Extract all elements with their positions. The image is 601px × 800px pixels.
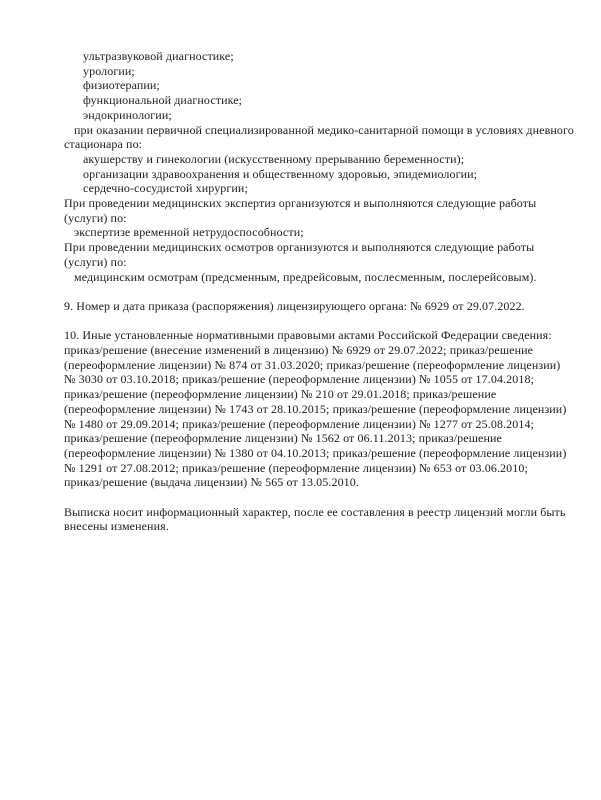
document-body xyxy=(64,49,574,534)
document-line: (услуги) по: xyxy=(64,254,127,269)
document-line: приказ/решение (переоформление лицензии) № 1562 от 06.11.2013; приказ/решение xyxy=(64,431,502,446)
document-line: урологии; xyxy=(83,63,135,78)
document-line: сердечно-сосудистой хирургии; xyxy=(83,181,248,196)
document-line: акушерству и гинекологии (искусственному прерыванию беременности); xyxy=(83,151,465,166)
document-line: приказ/решение (внесение изменений в лицензию) № 6929 от 29.07.2022; приказ/решение xyxy=(64,343,534,358)
document-line: (услуги) по: xyxy=(64,210,127,225)
document-line: экспертизе временной нетрудоспособности; xyxy=(74,225,304,240)
document-line: № 1480 от 29.09.2014; приказ/решение (переоформление лицензии) № 1277 от 25.08.2014; xyxy=(64,416,534,431)
document-line: Выписка носит информационный характер, после ее составления в реестр лицензий могли быть xyxy=(64,504,566,519)
document-line: функциональной диагностике; xyxy=(83,93,243,108)
document-line xyxy=(64,314,564,329)
document-line: 9. Номер и дата приказа (распоряжения) лицензирующего органа: № 6929 от 29.07.2022. xyxy=(64,298,525,313)
document-line: приказ/решение (переоформление лицензии) № 210 от 29.01.2018; приказ/решение xyxy=(64,387,497,402)
document-line: (переоформление лицензии) № 874 от 31.03.2020; приказ/решение (переоформление лицензии) xyxy=(64,357,561,372)
document-line: (переоформление лицензии) № 1743 от 28.10.2015; приказ/решение (переоформление лицензии) xyxy=(64,401,567,416)
document-line: медицинским осмотрам (предсменным, предрейсовым, послесменным, послерейсовым). xyxy=(74,269,537,284)
document-line: при оказании первичной специализированной медико-санитарной помощи в условиях дневного xyxy=(74,122,574,137)
document-line: организации здравоохранения и общественному здоровью, эпидемиологии; xyxy=(83,166,478,181)
document-line: приказ/решение (выдача лицензии) № 565 от 13.05.2010. xyxy=(64,475,359,490)
document-line: 10. Иные установленные нормативными правовыми актами Российской Федерации сведения: xyxy=(64,328,552,343)
document-line: ультразвуковой диагностике; xyxy=(83,49,234,63)
document-line: физиотерапии; xyxy=(83,78,160,93)
document-line: При проведении медицинских экспертиз организуются и выполняются следующие работы xyxy=(64,196,537,211)
document-line: (переоформление лицензии) № 1380 от 04.10.2013; приказ/решение (переоформление лицензии) xyxy=(64,445,567,460)
document-line: внесены изменения. xyxy=(64,519,169,534)
document-line: эндокринологии; xyxy=(83,107,172,122)
document-line: № 3030 от 03.10.2018; приказ/решение (переоформление лицензии) № 1055 от 17.04.2018; xyxy=(64,372,534,387)
document-line: стационара по: xyxy=(64,137,143,152)
document-line xyxy=(64,490,564,505)
document-line xyxy=(64,284,564,299)
document-line: № 1291 от 27.08.2012; приказ/решение (переоформление лицензии) № 653 от 03.06.2010; xyxy=(64,460,528,475)
document-line: При проведении медицинских осмотров организуются и выполняются следующие работы xyxy=(64,240,535,255)
